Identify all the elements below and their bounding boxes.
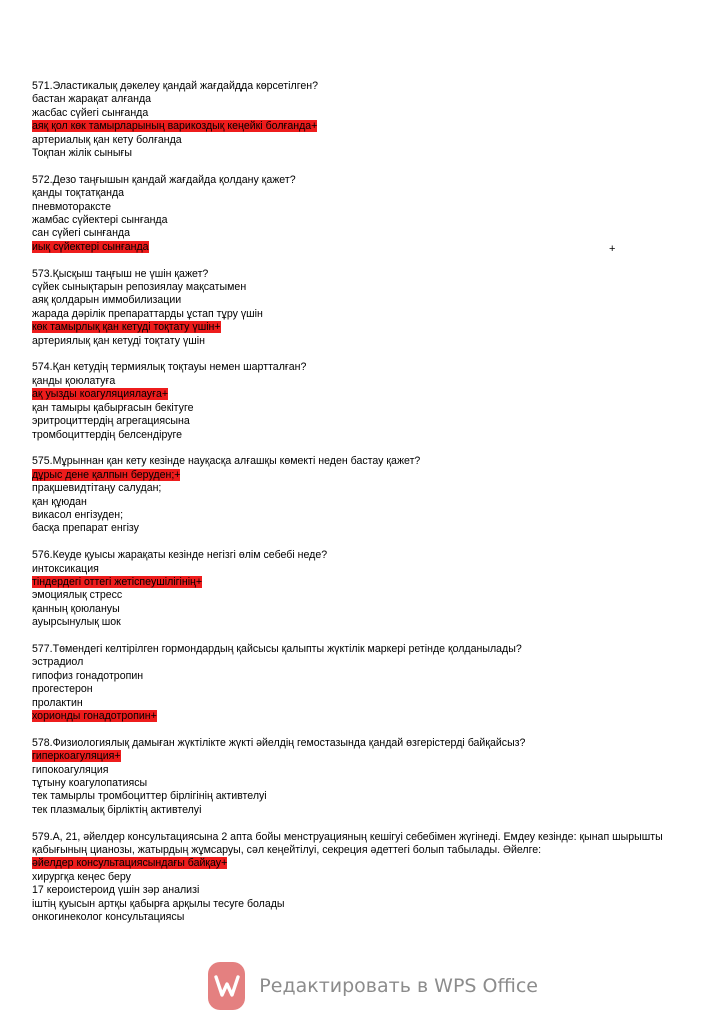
answer-option-text: тіндердегі оттегі жетіспеушілігінің+ [32,575,203,588]
question-block [32,737,692,817]
answer-option-text: тұтыну коагулопатиясы [32,777,148,790]
answer-option-text: аяқ қол көк тамырларының варикоздық кеңейкі болғанда+ [32,120,318,133]
answer-option [32,871,692,884]
answer-option [32,294,692,307]
question-title: 574.Қан кетудің термиялық тоқтауы немен шартталған? [32,361,307,374]
answer-option-correct [32,120,692,133]
answer-option [32,683,692,696]
answer-option-text: эритроциттердің агрегациясына [32,415,190,428]
answer-option-text: эстрадиол [32,656,84,669]
answer-option-text: 17 кероистероид үшін зәр анализі [32,884,200,897]
answer-option [32,214,692,227]
answer-option [32,697,692,710]
answer-option-text: хирургқа кеңес беру [32,870,131,883]
question-block [32,268,692,348]
answer-option [32,415,692,428]
answer-option [32,201,692,214]
answer-option [32,147,692,160]
question-title: 579.А, 21, әйелдер консультациясына 2 апта бойы менструацияның кешігуі себебімен жүгінеді. Емдеу кезінде: қынап шырышты қабығының цианозы, жатырдың жұмсаруы, сәл кеңейтілуі, секреция әдеттегі болып табылады. Әйелге: [32,830,663,857]
answer-option-correct [32,576,692,589]
answer-option-text: қанды тоқтатқанда [32,187,125,200]
answer-option [32,522,692,535]
answer-option [32,93,692,106]
answer-option [32,227,692,240]
answer-option-text: дұрыс дене қалпын беруден;+ [32,468,181,481]
answer-option-text: ақ уызды коагуляциялауға+ [32,388,169,401]
question-block [32,174,692,254]
answer-option-correct [32,469,692,482]
answer-option [32,429,692,442]
question-title: 576.Кеуде қуысы жарақаты кезінде негізгі өлім себебі неде? [32,549,328,562]
answer-option-text: басқа препарат енгізу [32,522,139,535]
answer-option [32,589,692,602]
answer-option-correct [32,857,692,870]
answer-option [32,764,692,777]
answer-option [32,107,692,120]
question-block [32,643,692,723]
answer-option-text: ауырсынулық шок [32,616,121,629]
answer-option-text: әйелдер консультациясындағы байқау+ [32,857,228,870]
answer-option [32,335,692,348]
answer-option [32,187,692,200]
answer-option-text: жамбас сүйектері сынғанда [32,214,168,227]
answer-option [32,134,692,147]
question-title: 575.Мұрыннан қан кету кезінде науқасқа алғашқы көмекті неден бастау қажет? [32,455,421,468]
answer-option [32,603,692,616]
answer-option [32,898,692,911]
answer-option-text: артериалық қан кету болғанда [32,133,182,146]
answer-option [32,616,692,629]
wps-edit-banner[interactable] [208,960,538,1012]
question-block [32,455,692,535]
question-block [32,361,692,441]
answer-option-text: Тоқпан жілік сынығы [32,147,132,160]
answer-option-text: артериялық қан кетуді тоқтату үшін [32,334,205,347]
answer-option-correct [32,750,692,763]
question-block [32,80,692,160]
answer-option-text: көк тамырлық қан кетуді тоқтату үшін+ [32,321,221,334]
answer-option-text: сан сүйегі сынғанда [32,227,130,240]
answer-option-correct [32,321,692,334]
answer-option [32,509,692,522]
answer-option-text: тромбоциттердің белсендіруге [32,428,183,441]
answer-option-text: прогестерон [32,683,93,696]
answer-option-text: пневмотораксте [32,200,112,213]
answer-option [32,482,692,495]
answer-option-text: хорионды гонадотропин+ [32,710,157,722]
answer-option-text: иық сүйектері сынғанда [32,240,149,253]
answer-option-text: тек тамырлы тромбоциттер бірлігінің активтелуі [32,790,267,803]
answer-option-text: эмоциялық стресс [32,589,123,602]
answer-option [32,790,692,803]
wps-logo-icon[interactable] [208,962,245,1010]
answer-option-text: іштің қуысын артқы қабырға арқылы тесуге болады [32,897,285,910]
answer-option [32,496,692,509]
answer-option [32,281,692,294]
question-title: 573.Қысқыш таңғыш не үшін қажет? [32,267,209,280]
answer-option [32,884,692,897]
answer-option-text: бастан жарақат алғанда [32,93,152,106]
answer-option [32,375,692,388]
question-list [32,80,692,938]
question-block [32,831,692,925]
answer-option-text: гипокоагуляция [32,763,109,776]
answer-option [32,911,692,924]
answer-option-text: викасол енгізуден; [32,508,124,521]
answer-option-correct [32,710,692,723]
answer-option-text: онкогинеколог консультациясы [32,911,185,924]
answer-option-text: сүйек сынықтарын репозиялау мақсатымен [32,281,247,294]
answer-option-text: қанның қоюлануы [32,602,120,615]
answer-option [32,563,692,576]
question-title: 578.Физиологиялық дамыған жүктілікте жүкті әйелдің гемостазында қандай өзгерістерді байқайсыз? [32,736,526,749]
question-block [32,549,692,629]
answer-option [32,402,692,415]
answer-option [32,670,692,683]
answer-option-text: гипофиз гонадотропин [32,669,144,682]
question-title: 571.Эластикалық дәкелеу қандай жағдайдда көрсетілген? [32,80,318,92]
answer-option [32,656,692,669]
answer-option-text: прақшевидтітаңу салудан; [32,482,162,495]
answer-option-text: қан құюдан [32,495,87,508]
wps-edit-label[interactable]: Редактировать в WPS Office [259,975,538,997]
answer-option-text: жарада дәрілік препараттарды ұстап тұру үшін [32,307,263,320]
question-title: 577.Төмендегі келтірілген гормондардың қайсысы қалыпты жүктілік маркері ретінде қолданылады? [32,642,522,655]
answer-option-text: жасбас сүйегі сынғанда [32,106,149,119]
answer-option-text: интоксикация [32,562,99,575]
answer-option [32,804,692,817]
answer-option-text: пролактин [32,696,83,709]
answer-option-text: тек плазмалық бірліктің активтелуі [32,803,202,816]
answer-option-text: қанды қоюлатуға [32,374,116,387]
answer-option [32,777,692,790]
question-title: 572.Дезо таңғышын қандай жағдайда қолдану қажет? [32,173,296,186]
stray-plus-mark: + [609,243,616,255]
answer-option-text: қан тамыры қабырғасын бекітуге [32,401,194,414]
answer-option-text: аяқ қолдарын иммобилизации [32,294,182,307]
answer-option [32,308,692,321]
answer-option-correct [32,388,692,401]
answer-option-text: гиперкоагуляция+ [32,750,121,763]
answer-option-correct [32,241,692,254]
